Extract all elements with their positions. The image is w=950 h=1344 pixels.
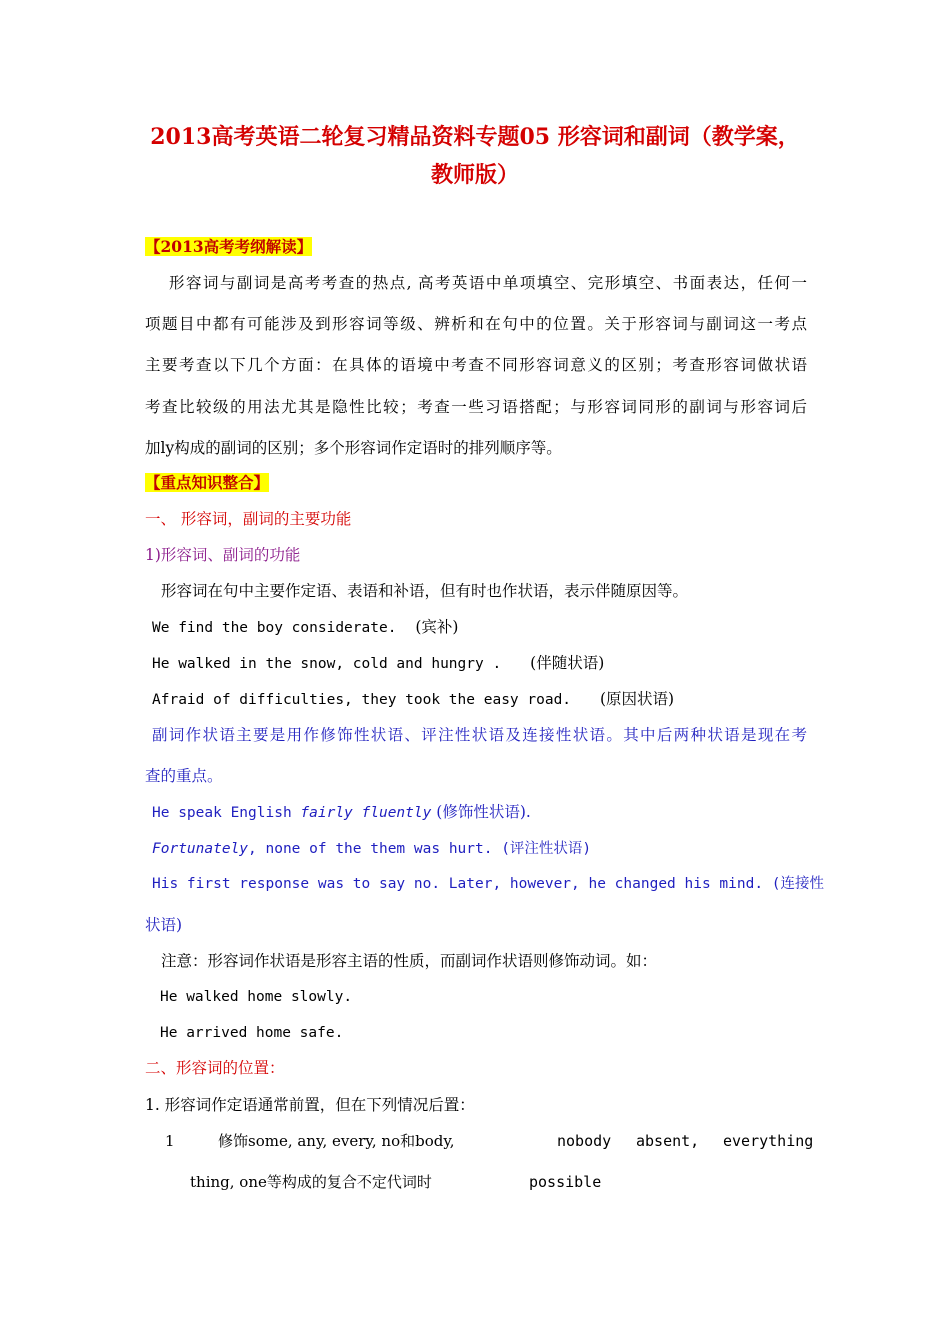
outline-paragraph-line-5: 加ly构成的副词的区别；多个形容词作定语时的排列顺序等。: [145, 439, 562, 457]
list-item-text-continued: thing, one等构成的复合不定代词时: [190, 1173, 432, 1191]
document-title-line-1: 2013高考英语二轮复习精品资料专题05 形容词和副词（教学案，: [150, 124, 800, 150]
example-connective-adverbial-line-2: 状语): [145, 916, 183, 934]
key-knowledge-heading-text: 【重点知识整合】: [145, 473, 270, 492]
example-note: (伴随状语): [530, 654, 605, 672]
outline-paragraph-line-1: 形容词与副词是高考考查的热点, 高考英语中单项填空、完形填空、书面表达，任何一: [169, 274, 807, 292]
example-adverb-slowly: He walked home slowly.: [160, 989, 353, 1005]
example-accompanying-adverbial: [152, 652, 604, 675]
subsection-one-title: 1)形容词、副词的功能: [145, 546, 301, 564]
list-item-number: 1: [165, 1132, 175, 1150]
example-note: (宾补): [415, 618, 459, 636]
section-heading-key-knowledge: [145, 472, 269, 494]
example-italic-word: Fortunately: [152, 841, 249, 857]
part-one-title: 一、 形容词，副词的主要功能: [145, 510, 352, 528]
example-object-complement: [152, 616, 458, 639]
outline-paragraph-line-3: 主要考查以下几个方面：在具体的语境中考查不同形容词意义的区别；考查形容词做状语: [145, 356, 807, 374]
example-reason-adverbial: [152, 688, 674, 711]
section-heading-exam-outline: [145, 236, 312, 258]
example-sentence: Afraid of difficulties, they took the easy road.: [152, 692, 572, 708]
example-word-absent: absent,: [636, 1132, 700, 1150]
example-italic-phrase: fairly fluently: [300, 805, 432, 821]
example-modifying-adverbial: [152, 801, 531, 824]
example-sentence: We find the boy considerate.: [152, 620, 397, 636]
example-word-everything: everything: [723, 1132, 814, 1150]
adverb-adverbial-line-1: 副词作状语主要是用作修饰性状语、评注性状语及连接性状语。其中后两种状语是现在考: [152, 726, 807, 744]
adjective-function-intro: 形容词在句中主要作定语、表语和补语，但有时也作状语，表示伴随原因等。: [161, 582, 689, 600]
example-sentence-rest: , none of the them was hurt. (评注性状语): [248, 841, 592, 857]
example-word-nobody: nobody: [557, 1132, 612, 1150]
example-sentence-start: He speak English: [152, 805, 301, 821]
exam-outline-heading-text: 【2013高考考纲解读】: [145, 237, 313, 256]
usage-note: 注意：形容词作状语是形容主语的性质，而副词作状语则修饰动词。如：: [161, 952, 658, 970]
part-two-title: 二、形容词的位置：: [145, 1059, 285, 1077]
example-connective-adverbial-line-1: His first response was to say no. Later, however, he changed his mind. (连接性: [152, 876, 825, 892]
example-note: (修饰性状语).: [431, 803, 531, 821]
position-rule-one: 1. 形容词作定语通常前置，但在下列情况后置：: [145, 1096, 475, 1114]
example-adjective-safe: He arrived home safe.: [160, 1025, 344, 1041]
example-word-possible: possible: [529, 1173, 602, 1191]
list-item-text: 修饰some, any, every, no和body,: [218, 1132, 455, 1150]
example-note: (原因状语): [599, 690, 675, 708]
outline-paragraph-line-4: 考查比较级的用法尤其是隐性比较；考查一些习语搭配；与形容词同形的副词与形容词后: [145, 398, 807, 416]
outline-paragraph-line-2: 项题目中都有可能涉及到形容词等级、辨析和在句中的位置。关于形容词与副词这一考点: [145, 315, 807, 333]
adverb-adverbial-line-2: 查的重点。: [145, 767, 223, 785]
example-comment-adverbial: [152, 837, 591, 860]
document-title-line-2: 教师版）: [430, 162, 519, 188]
example-sentence: He walked in the snow, cold and hungry .: [152, 656, 502, 672]
